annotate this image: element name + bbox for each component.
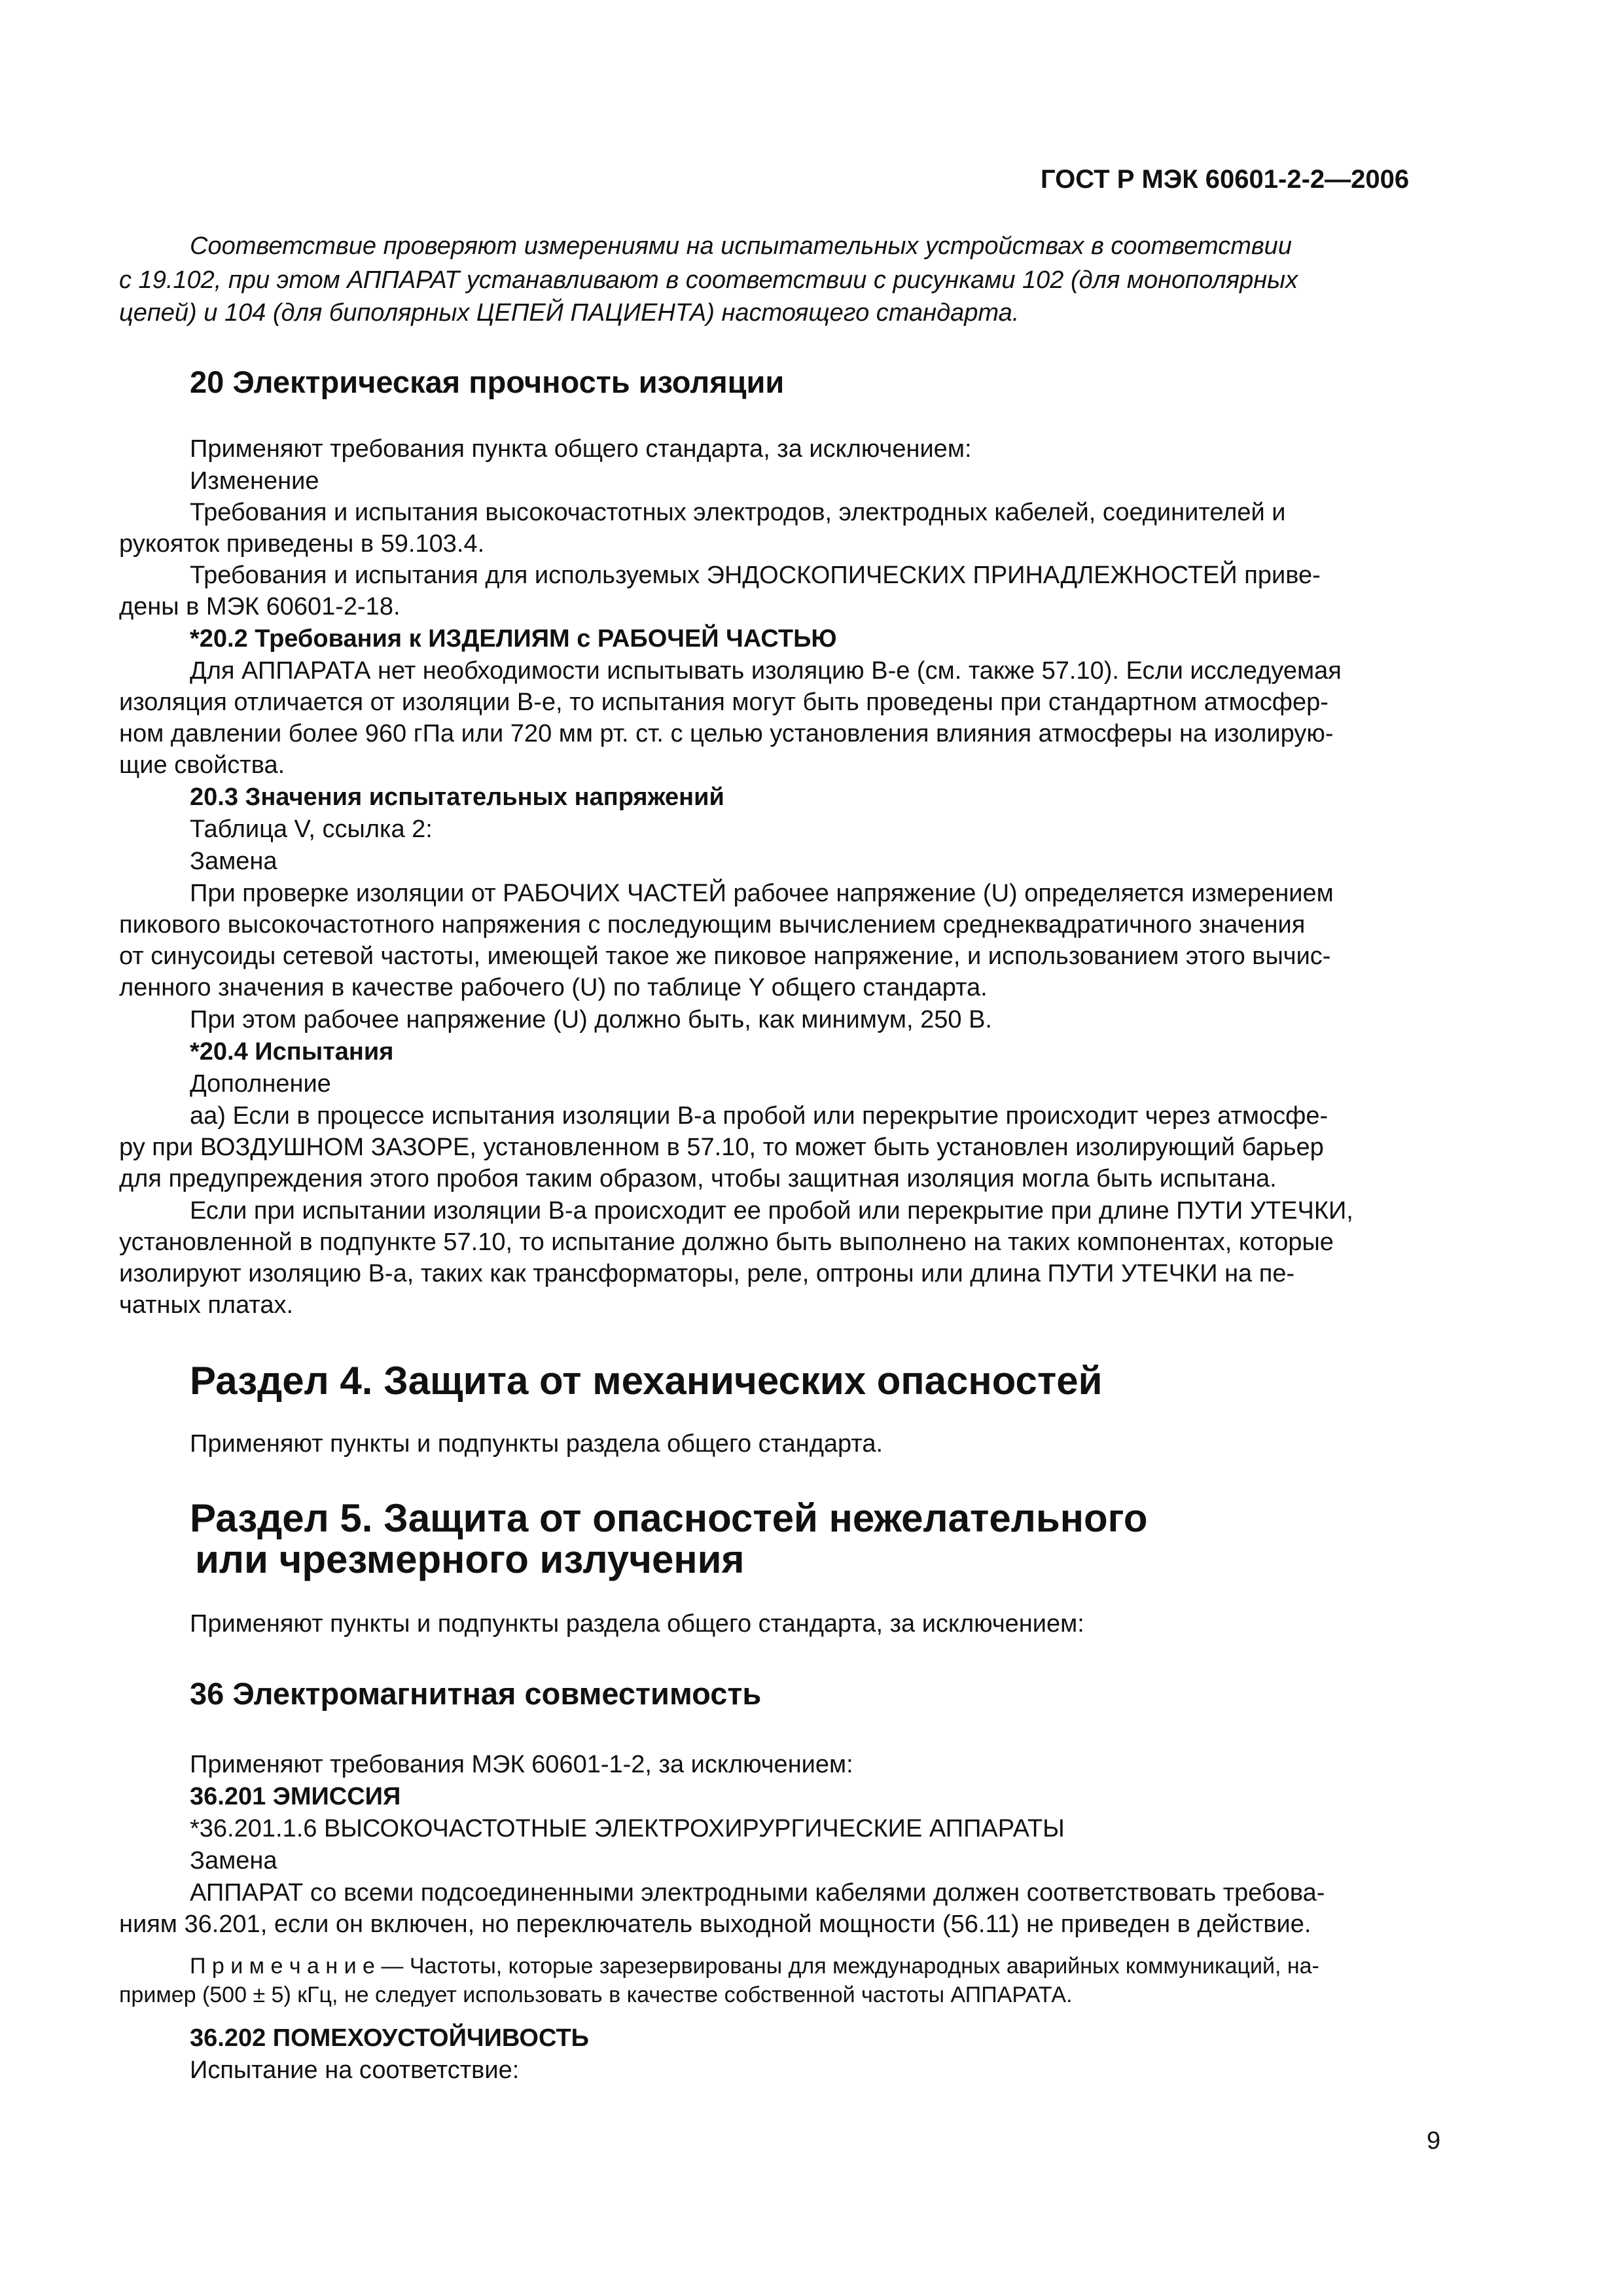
s20-2-line-4: щие свойства. xyxy=(119,751,285,779)
part-4-heading: Раздел 4. Защита от механических опасностей xyxy=(190,1359,1103,1403)
intro-line-2: с 19.102, при этом АППАРАТ устанавливают в соответствии с рисунками 102 (для монополярных xyxy=(119,266,1298,294)
s20-3-line-4: пикового высокочастотного напряжения с последующим вычислением среднеквадратичного значения xyxy=(119,911,1306,939)
s20-line-5: Требования и испытания для используемых ЭНДОСКОПИЧЕСКИХ ПРИНАДЛЕЖНОСТЕЙ приве- xyxy=(190,562,1321,589)
s20-3-heading: 20.3 Значения испытательных напряжений xyxy=(190,783,724,811)
document-header: ГОСТ Р МЭК 60601-2-2—2006 xyxy=(1041,165,1410,194)
s20-4-line-7: изолируют изоляцию В-а, таких как трансформаторы, реле, оптроны или длина ПУТИ УТЕЧКИ на пе- xyxy=(119,1260,1295,1287)
s20-3-line-3: При проверке изоляции от РАБОЧИХ ЧАСТЕЙ рабочее напряжение (U) определяется измерением xyxy=(190,880,1334,907)
s36-201-line-3: АППАРАТ со всеми подсоединенными электродными кабелями должен соответствовать требова- xyxy=(190,1879,1325,1907)
s20-line-4: рукояток приведены в 59.103.4. xyxy=(119,530,485,558)
part-5-heading-line-1: Раздел 5. Защита от опасностей нежелательного xyxy=(190,1496,1148,1540)
s20-4-line-2: аа) Если в процессе испытания изоляции В-а пробой или перекрытие происходит через атмосфе- xyxy=(190,1102,1329,1130)
s20-3-line-6: ленного значения в качестве рабочего (U) по таблице Y общего стандарта. xyxy=(119,974,988,1001)
s20-3-line-2: Замена xyxy=(190,848,277,875)
note-line-1: П р и м е ч а н и е — Частоты, которые зарезервированы для международных аварийных коммуникаций, на- xyxy=(190,1954,1319,1979)
intro-line-3: цепей) и 104 (для биполярных ЦЕПЕЙ ПАЦИЕНТА) настоящего стандарта. xyxy=(119,299,1020,327)
note-line-2: пример (500 ± 5) кГц, не следует использовать в качестве собственной частоты АППАРАТА. xyxy=(119,1982,1073,2007)
s20-4-line-5: Если при испытании изоляции В-а происходит ее пробой или перекрытие при длине ПУТИ УТЕЧКИ, xyxy=(190,1197,1353,1225)
part-5-text: Применяют пункты и подпункты раздела общего стандарта, за исключением: xyxy=(190,1610,1084,1638)
s20-line-2: Изменение xyxy=(190,467,319,495)
s36-201-line-2: Замена xyxy=(190,1847,277,1874)
s20-2-line-3: ном давлении более 960 гПа или 720 мм рт. ст. с целью установления влияния атмосферы на изолирую- xyxy=(119,720,1334,747)
s36-text: Применяют требования МЭК 60601-1-2, за исключением: xyxy=(190,1751,853,1778)
s20-line-1: Применяют требования пункта общего стандарта, за исключением: xyxy=(190,435,972,463)
s20-4-line-4: для предупреждения этого пробоя таким образом, чтобы защитная изоляция могла быть испытана. xyxy=(119,1165,1277,1193)
s20-2-line-1: Для АППАРАТА нет необходимости испытывать изоляцию В-е (см. также 57.10). Если исследуемая xyxy=(190,657,1342,685)
s20-4-line-6: установленной в подпункте 57.10, то испытание должно быть выполнено на таких компонентах, которые xyxy=(119,1229,1334,1256)
page-number: 9 xyxy=(1427,2127,1441,2155)
s20-line-6: дены в МЭК 60601-2-18. xyxy=(119,593,401,620)
s20-2-line-2: изоляция отличается от изоляции В-е, то испытания могут быть проведены при стандартном атмосфер- xyxy=(119,689,1329,716)
s36-201-line-1: *36.201.1.6 ВЫСОКОЧАСТОТНЫЕ ЭЛЕКТРОХИРУРГИЧЕСКИЕ АППАРАТЫ xyxy=(190,1815,1065,1842)
s20-3-line-5: от синусоиды сетевой частоты, имеющей такое же пиковое напряжение, и использованием этого вычис- xyxy=(119,942,1331,970)
part-5-heading-line-2: или чрезмерного излучения xyxy=(195,1537,745,1581)
part-4-text: Применяют пункты и подпункты раздела общего стандарта. xyxy=(190,1430,883,1458)
s20-4-line-3: ру при ВОЗДУШНОМ ЗАЗОРЕ, установленном в 57.10, то может быть установлен изолирующий барьер xyxy=(119,1134,1324,1161)
s36-201-heading: 36.201 ЭМИССИЯ xyxy=(190,1783,401,1810)
s20-2-heading: *20.2 Требования к ИЗДЕЛИЯМ с РАБОЧЕЙ ЧАСТЬЮ xyxy=(190,625,837,653)
s20-3-line-7: При этом рабочее напряжение (U) должно быть, как минимум, 250 В. xyxy=(190,1006,992,1033)
s36-202-heading: 36.202 ПОМЕХОУСТОЙЧИВОСТЬ xyxy=(190,2024,589,2052)
s20-3-line-1: Таблица V, ссылка 2: xyxy=(190,816,433,843)
s20-4-line-1: Дополнение xyxy=(190,1070,331,1098)
s20-4-line-8: чатных платах. xyxy=(119,1291,294,1319)
s20-line-3: Требования и испытания высокочастотных электродов, электродных кабелей, соединителей и xyxy=(190,499,1286,526)
s20-4-heading: *20.4 Испытания xyxy=(190,1038,394,1066)
s36-201-line-4: ниям 36.201, если он включен, но переключатель выходной мощности (56.11) не приведен в действие. xyxy=(119,1910,1311,1938)
section-36-heading: 36 Электромагнитная совместимость xyxy=(190,1676,762,1711)
intro-line-1: Соответствие проверяют измерениями на испытательных устройствах в соответствии xyxy=(190,232,1292,260)
s36-202-text: Испытание на соответствие: xyxy=(190,2056,520,2084)
section-20-heading: 20 Электрическая прочность изоляции xyxy=(190,365,785,399)
